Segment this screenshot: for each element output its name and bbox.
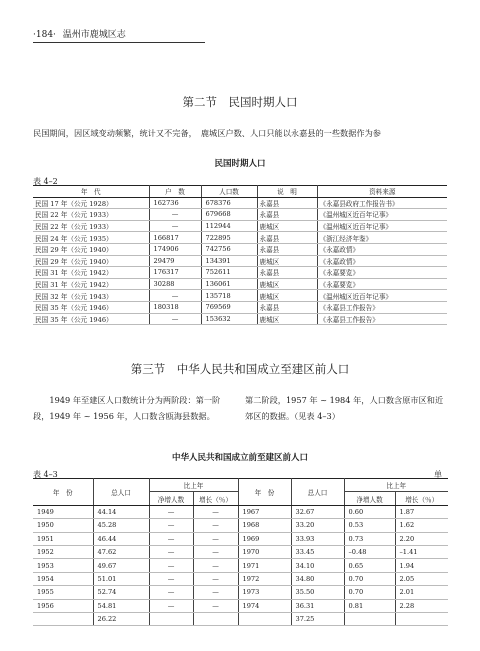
header-population: 人口数 [201, 186, 257, 198]
header-year: 年 代 [33, 186, 149, 198]
table-cell: — [149, 209, 201, 221]
table-cell: 民国 31 年（公元 1942） [33, 278, 149, 290]
table-cell: 26.22 [93, 612, 149, 625]
table-cell: 2.20 [395, 532, 448, 545]
table-cell: 民国 35 年（公元 1946） [33, 301, 149, 313]
table-cell: 33.20 [291, 519, 344, 532]
table-cell: 1.62 [395, 519, 448, 532]
table-cell: 0.81 [344, 599, 395, 612]
table-cell: 679668 [201, 209, 257, 221]
table-cell: — [149, 599, 193, 612]
table-cell: 45.28 [93, 519, 149, 532]
header-net-left: 净增人数 [149, 492, 193, 505]
table-cell: 1968 [238, 519, 291, 532]
table-cell: 1972 [238, 572, 291, 585]
table-cell [344, 612, 395, 625]
table-cell: 《永嘉要览》 [317, 278, 447, 290]
table-cell: 永嘉县 [257, 301, 317, 313]
table-cell: 0.73 [344, 532, 395, 545]
table-cell: — [193, 545, 238, 558]
table-row [33, 209, 447, 221]
table-cell [395, 612, 448, 625]
header-households: 户 数 [149, 186, 201, 198]
table-cell: 153632 [201, 313, 257, 325]
table-cell: 1971 [238, 559, 291, 572]
table-cell: — [149, 519, 193, 532]
table-cell: 民国 24 年（公元 1935） [33, 232, 149, 244]
table-cell: 鹿城区 [257, 278, 317, 290]
table-cell: — [149, 572, 193, 585]
header-rule [33, 42, 205, 43]
table-cell: 1973 [238, 586, 291, 599]
table-row [33, 278, 447, 290]
table-cell: 136061 [201, 278, 257, 290]
table-cell: — [149, 586, 193, 599]
table-cell: 33.45 [291, 545, 344, 558]
table-cell: 永嘉县 [257, 197, 317, 209]
table-cell: 742756 [201, 243, 257, 255]
table-row [33, 505, 448, 518]
table-4-2 [33, 185, 447, 325]
table-cell: 29479 [149, 255, 201, 267]
table-cell: — [149, 545, 193, 558]
table-cell: 32.67 [291, 505, 344, 518]
table-cell: 49.67 [93, 559, 149, 572]
header-rate-right: 增长（％） [395, 492, 448, 505]
header-year-right: 年 份 [238, 479, 291, 506]
table-cell: 30288 [149, 278, 201, 290]
table-cell: 1955 [33, 586, 93, 599]
table-cell: 180318 [149, 301, 201, 313]
table-cell: 1970 [238, 545, 291, 558]
table-cell: 54.81 [93, 599, 149, 612]
table-cell: 0.70 [344, 586, 395, 599]
table-cell: 1956 [33, 599, 93, 612]
table-cell: 鹿城区 [257, 220, 317, 232]
table-cell: 34.80 [291, 572, 344, 585]
table-cell: 0.65 [344, 559, 395, 572]
table-4-3-number: 表 4–3 [33, 470, 58, 479]
table-cell: 《永嘉县工作报告》 [317, 313, 447, 325]
table-cell: 174906 [149, 243, 201, 255]
table-header-row [33, 479, 448, 492]
table-cell: 民国 29 年（公元 1940） [33, 255, 149, 267]
table-header-row [33, 186, 447, 198]
header-net-right: 净增人数 [344, 492, 395, 505]
table-cell: 2.01 [395, 586, 448, 599]
table-cell: — [193, 572, 238, 585]
table-cell: 51.01 [93, 572, 149, 585]
table-cell: 永嘉县 [257, 232, 317, 244]
table-row [33, 612, 448, 625]
table-cell: 《温州城区近百年记事》 [317, 209, 447, 221]
table-cell: 0.53 [344, 519, 395, 532]
table-cell: 《永嘉县政府工作报告书》 [317, 197, 447, 209]
header-pop-right: 总人口 [291, 479, 344, 506]
table-4-2-number: 表 4–2 [33, 177, 58, 186]
table-cell: — [193, 532, 238, 545]
table-cell: — [193, 599, 238, 612]
table-cell: — [193, 586, 238, 599]
table-cell: 鹿城区 [257, 313, 317, 325]
table-cell: 1.87 [395, 505, 448, 518]
table-cell: 永嘉县 [257, 209, 317, 221]
page-number: ·184· [33, 30, 56, 40]
table-cell: 134391 [201, 255, 257, 267]
table-cell: 1951 [33, 532, 93, 545]
table-cell: 1954 [33, 572, 93, 585]
section-2-paragraph: 民国期间，因区域变动频繁，统计又不完备， 鹿城区户数、人口只能以永嘉县的一些数据作为参 [33, 128, 381, 138]
table-cell: 1969 [238, 532, 291, 545]
table-cell: 37.25 [291, 612, 344, 625]
table-cell: — [193, 519, 238, 532]
section-title-3: 第三节 中华人民共和国成立至建区前人口 [130, 362, 350, 376]
section-3-paragraph-right: 第二阶段，1957 年 ~ 1984 年，人口数含原市区和近郊区的数据。（见表 4–3） [245, 395, 444, 421]
table-cell: 1.94 [395, 559, 448, 572]
table-cell: 34.10 [291, 559, 344, 572]
table-cell: 民国 35 年（公元 1946） [33, 313, 149, 325]
table-cell: — [149, 220, 201, 232]
table-row [33, 545, 448, 558]
header-pop-left: 总人口 [93, 479, 149, 506]
table-cell: 《温州城区近百年记事》 [317, 290, 447, 302]
table-cell: 769569 [201, 301, 257, 313]
table-cell: –0.48 [344, 545, 395, 558]
table-cell: 0.60 [344, 505, 395, 518]
table-cell: 722895 [201, 232, 257, 244]
table-cell: 47.62 [93, 545, 149, 558]
header-year-left: 年 份 [33, 479, 93, 506]
table-row [33, 599, 448, 612]
table-cell: 162736 [149, 197, 201, 209]
table-row [33, 220, 447, 232]
table-row [33, 532, 448, 545]
table-4-3 [33, 478, 448, 626]
table-cell: 1974 [238, 599, 291, 612]
table-row [33, 267, 447, 279]
table-cell: 46.44 [93, 532, 149, 545]
table-cell: 民国 32 年（公元 1943） [33, 290, 149, 302]
table-cell [149, 612, 193, 625]
table-cell: 民国 31 年（公元 1942） [33, 267, 149, 279]
table-row [33, 586, 448, 599]
running-header [33, 27, 126, 40]
table-cell: 《浙江经济年鉴》 [317, 232, 447, 244]
table-cell: 1967 [238, 505, 291, 518]
table-cell: 112944 [201, 220, 257, 232]
table-cell: — [193, 505, 238, 518]
table-cell: 民国 22 年（公元 1933） [33, 220, 149, 232]
table-cell: 1950 [33, 519, 93, 532]
table-row [33, 232, 447, 244]
table-cell: 《温州城区近百年记事》 [317, 220, 447, 232]
section-3-paragraph-left: 1949 年至建区人口数统计分为两阶段：第一阶段，1949 年 ~ 1956 年，人口数含瓯海县数据。 [33, 395, 221, 421]
table-row [33, 197, 447, 209]
table-4-2-title: 民国时期人口 [214, 159, 266, 169]
table-cell: 166817 [149, 232, 201, 244]
table-cell: 1949 [33, 505, 93, 518]
header-compare-right: 比上年 [344, 479, 448, 492]
header-rate-left: 增长（％） [193, 492, 238, 505]
table-cell: 民国 22 年（公元 1933） [33, 209, 149, 221]
table-row [33, 290, 447, 302]
header-compare-left: 比上年 [149, 479, 238, 492]
table-cell: 1952 [33, 545, 93, 558]
table-cell: 鹿城区 [257, 290, 317, 302]
table-cell [238, 612, 291, 625]
table-cell: 35.50 [291, 586, 344, 599]
table-cell: 鹿城区 [257, 255, 317, 267]
table-cell: –1.41 [395, 545, 448, 558]
table-cell: — [149, 290, 201, 302]
table-row [33, 255, 447, 267]
table-cell: 1953 [33, 559, 93, 572]
table-cell: 《永嘉政情》 [317, 255, 447, 267]
table-cell: 52.74 [93, 586, 149, 599]
table-4-3-title: 中华人民共和国成立前至建区前人口 [171, 453, 308, 463]
table-cell: 2.28 [395, 599, 448, 612]
table-cell: 民国 17 年（公元 1928） [33, 197, 149, 209]
table-cell: 2.05 [395, 572, 448, 585]
table-cell: — [149, 532, 193, 545]
header-source: 资料来源 [317, 186, 447, 198]
table-cell [33, 612, 93, 625]
table-4-3-unit: 单 [434, 470, 442, 479]
table-cell: 《永嘉要览》 [317, 267, 447, 279]
section-title-2: 第二节 民国时期人口 [182, 95, 298, 109]
table-cell: 永嘉县 [257, 267, 317, 279]
table-cell: — [149, 505, 193, 518]
table-cell: 民国 29 年（公元 1940） [33, 243, 149, 255]
table-cell: 752611 [201, 267, 257, 279]
table-cell: 33.93 [291, 532, 344, 545]
table-row [33, 572, 448, 585]
table-row [33, 313, 447, 325]
table-cell: 0.70 [344, 572, 395, 585]
table-cell: — [193, 559, 238, 572]
table-row [33, 519, 448, 532]
table-cell: 永嘉县 [257, 243, 317, 255]
table-cell: 176317 [149, 267, 201, 279]
table-row [33, 301, 447, 313]
header-note: 说 明 [257, 186, 317, 198]
table-cell: 《永嘉政情》 [317, 243, 447, 255]
book-title: 温州市鹿城区志 [62, 30, 126, 40]
table-cell: 44.14 [93, 505, 149, 518]
table-cell: 135718 [201, 290, 257, 302]
table-cell: 《永嘉县工作报告》 [317, 301, 447, 313]
table-cell: 36.31 [291, 599, 344, 612]
table-cell: — [149, 313, 201, 325]
table-cell: 678376 [201, 197, 257, 209]
table-row [33, 559, 448, 572]
table-cell: — [149, 559, 193, 572]
table-cell [193, 612, 238, 625]
table-row [33, 243, 447, 255]
